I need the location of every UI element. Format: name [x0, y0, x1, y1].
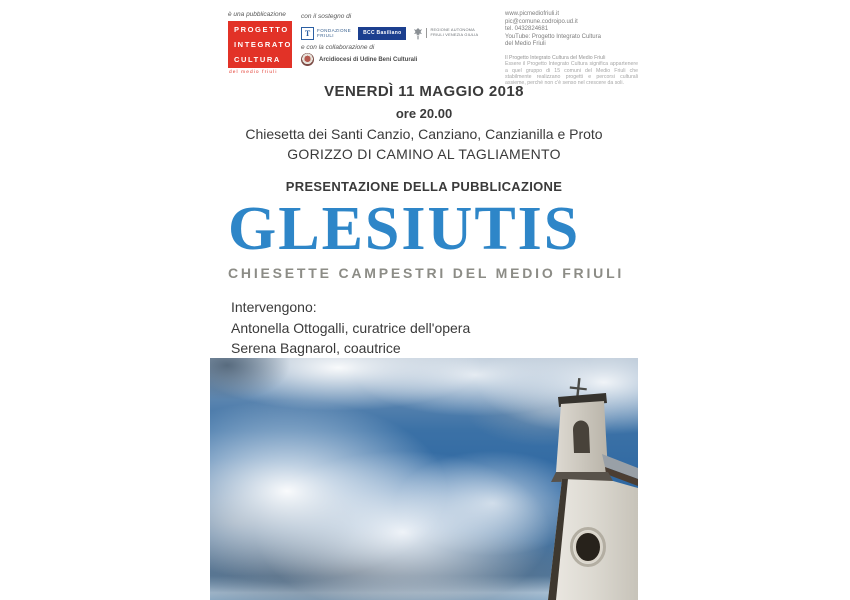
church-illustration [210, 358, 638, 600]
contact-phone: tel. 0432824681 [505, 26, 549, 33]
event-location: GORIZZO DI CAMINO AL TAGLIAMENTO [287, 146, 561, 162]
contact-youtube-2: del Medio Friuli [505, 41, 546, 48]
support-note: con il sostegno di [301, 13, 352, 20]
pic-logo-line2: INTEGRATO [234, 40, 292, 49]
event-venue: Chiesetta dei Santi Canzio, Canziano, Canzianilla e Proto [245, 126, 603, 142]
regione-fvg-logo [413, 27, 478, 40]
speakers-heading: Intervengono: [231, 299, 317, 315]
bell-tower-window [573, 421, 590, 453]
pic-logo [228, 21, 301, 68]
contact-youtube: YouTube: Progetto Integrato Cultura [505, 33, 601, 40]
arcidiocesi-crest-icon [301, 53, 314, 66]
fondazione-friuli-icon: T [301, 27, 314, 40]
oculus-window [575, 532, 601, 562]
regione-line2: FRIULI VENEZIA GIULIA [430, 32, 479, 37]
pic-logo-line1: PROGETTO ⊕ [234, 25, 301, 34]
bcc-basiliano-logo: BCC Basiliano [358, 27, 406, 40]
church-photo [210, 358, 638, 600]
fondazione-line1: FONDAZIONE [317, 27, 352, 33]
presentation-label: PRESENTAZIONE DELLA PUBBLICAZIONE [285, 179, 563, 194]
contact-email: pic@comune.codroipo.ud.it [505, 18, 578, 25]
contact-block [505, 11, 638, 86]
contact-website: www.picmediofriuli.it [505, 11, 560, 17]
regione-line1: REGIONE AUTONOMA [430, 27, 475, 33]
speaker-item: Serena Bagnarol, coautrice [231, 340, 401, 356]
collaboration-note: e con la collaborazione di [301, 44, 375, 51]
collaboration-row [301, 53, 417, 66]
fondazione-line2: FRIULI [317, 33, 334, 38]
publication-note: è una pubblicazione [228, 11, 286, 18]
about-title: Il Progetto Integrato Cultura del Medio Friuli [505, 54, 606, 61]
book-subtitle: CHIESETTE CAMPESTRI DEL MEDIO FRIULI [228, 265, 625, 281]
speaker-item: Antonella Ottogalli, curatrice dell'opera [231, 319, 471, 336]
regione-eagle-icon [413, 27, 423, 40]
pic-logo-line3: CULTURA [234, 55, 281, 64]
about-text: Essere il Progetto Integrato Cultura significa appartenere a quel gruppo di 15 comuni del Medio Friuli che stabilmente realizzano progetti e percorsi culturali assieme, perché non c'è senso nel crescere da soli. [505, 61, 638, 86]
sponsor-row [301, 25, 478, 41]
event-date: VENERDÌ 11 MAGGIO 2018 [324, 83, 524, 100]
book-title: GLESIUTIS [228, 195, 581, 263]
collaboration-name: Arcidiocesi di Udine Beni Culturali [319, 56, 418, 63]
title-block [228, 196, 628, 281]
event-time: ore 20.00 [395, 106, 453, 121]
pic-logo-tagline: del medio friuli [229, 70, 278, 75]
fondazione-friuli-logo [301, 27, 351, 40]
speakers-block [231, 297, 470, 359]
event-block [210, 83, 638, 162]
